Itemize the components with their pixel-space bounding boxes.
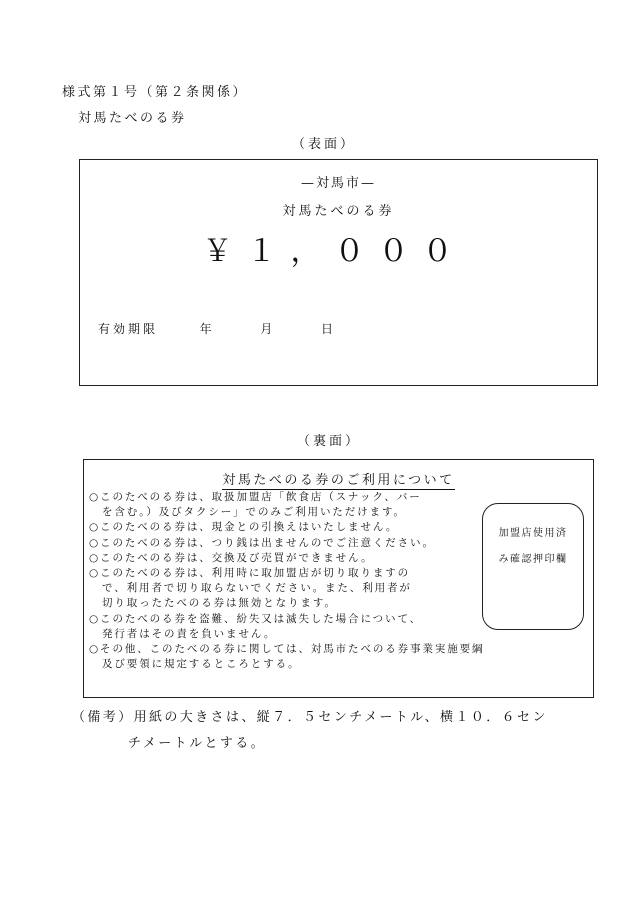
remarks-line-2: チメートルとする。 <box>128 736 267 751</box>
validity-year-label: 年 <box>199 322 215 336</box>
usage-note-1: ○このたべのる券は、取扱加盟店「飲食店（スナック、バー を含む。）及びタクシー」でのみご利用いただけます。 <box>89 491 422 519</box>
usage-note-2: ○このたべのる券は、現金との引換えはいたしません。 <box>89 521 399 534</box>
remarks-line-1: （備考）用紙の大きさは、縦７．５センチメートル、横１０．６セン <box>72 710 548 725</box>
stamp-area-label: 加盟店使用済 み確認押印欄 <box>498 528 568 565</box>
usage-notes <box>89 490 484 672</box>
ticket-issuer: —対馬市— <box>300 176 376 191</box>
ticket-amount: ￥１，０００ <box>202 234 467 269</box>
validity-month-label: 月 <box>260 322 276 336</box>
usage-note-6: ○このたべのる券を盗難、紛失又は滅失した場合について、 発行者はその責を負いません。 <box>89 612 423 640</box>
form-number: 様式第１号（第２条関係） <box>62 85 249 100</box>
usage-note-5: ○このたべのる券は、利用時に取加盟店が切り取りますの で、利用者で切り取らないでください。また、利用者が 切り取ったたべのる券は無効となります。 <box>89 567 412 610</box>
ticket-front <box>79 159 598 386</box>
usage-note-4: ○このたべのる券は、交換及び売買ができません。 <box>89 551 374 564</box>
stamp-area <box>482 503 584 630</box>
usage-note-3: ○このたべのる券は、つり銭は出ませんのでご注意ください。 <box>89 536 435 549</box>
validity-period <box>98 320 336 337</box>
ticket-name: 対馬たべのる券 <box>78 111 187 126</box>
front-side-label: （表面） <box>292 137 357 152</box>
ticket-back <box>83 459 594 698</box>
ticket-front-title: 対馬たべのる券 <box>282 204 395 219</box>
usage-notes-title: 対馬たべのる券のご利用について <box>222 473 455 488</box>
validity-day-label: 日 <box>321 322 337 336</box>
back-side-label: （裏面） <box>297 434 362 449</box>
validity-label: 有効期限 <box>98 322 159 336</box>
usage-note-7: ○その他、このたべのる券に関しては、対馬市たべのる券事業実施要綱 及び要領に規定するところとする。 <box>89 643 485 671</box>
remarks <box>72 705 548 757</box>
